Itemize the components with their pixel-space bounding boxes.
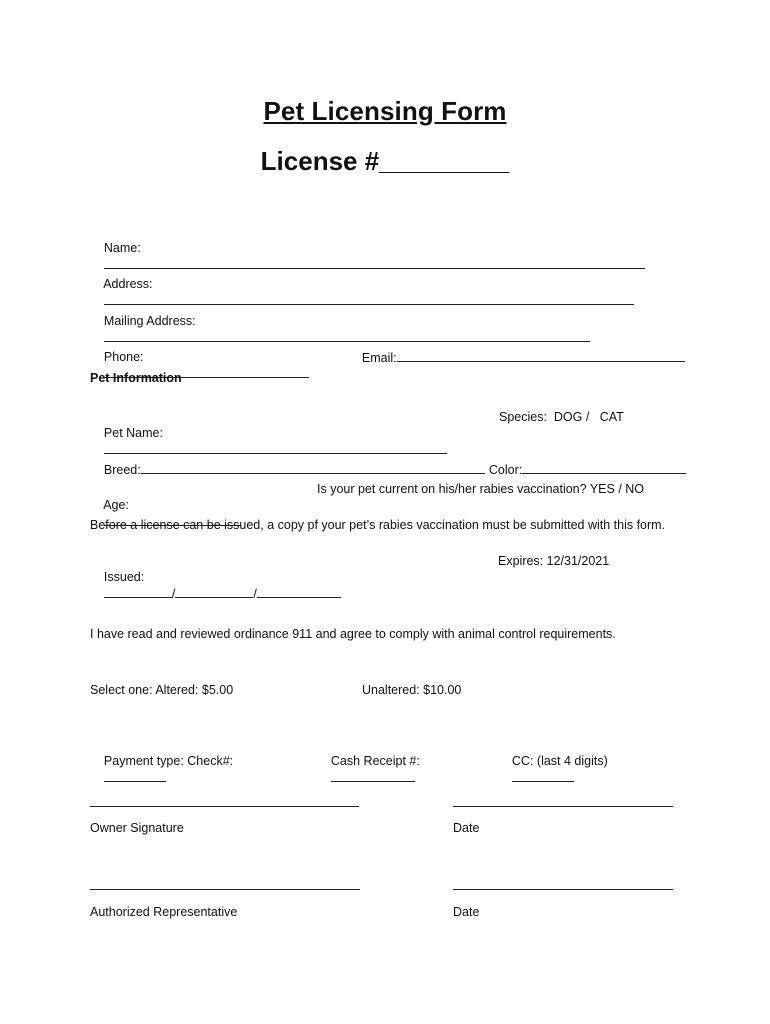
cash-receipt-label: Cash Receipt #: <box>330 754 420 768</box>
breed-label: Breed: <box>103 463 141 477</box>
owner-signature-label: Owner Signature <box>90 821 184 835</box>
pet-name-label: Pet Name: <box>103 426 163 440</box>
check-row <box>90 737 233 802</box>
email-row <box>348 333 685 382</box>
ordinance-agreement: I have read and reviewed ordinance 911 and agree to comply with animal control requirements. <box>90 627 616 641</box>
pet-information-heading: Pet Information <box>90 371 182 385</box>
mailing-address-label: Mailing Address: <box>103 314 196 328</box>
issued-row <box>90 553 341 618</box>
representative-date-label: Date <box>453 905 480 919</box>
issued-year-field[interactable] <box>257 585 341 598</box>
name-label: Name: <box>103 241 141 255</box>
phone-email-row <box>90 333 309 398</box>
check-number-field[interactable] <box>104 769 166 782</box>
color-field[interactable] <box>522 461 686 474</box>
form-title: Pet Licensing Form <box>263 96 507 126</box>
email-label: Email: <box>361 351 397 365</box>
cc-last4-field[interactable] <box>512 769 574 782</box>
issued-day-field[interactable] <box>175 585 253 598</box>
species-options[interactable]: Species: DOG / CAT <box>499 410 624 424</box>
vaccination-notice: Before a license can be issued, a copy pf your pet’s rabies vaccination must be submitted with this form. <box>90 518 666 532</box>
license-number-field[interactable]: License #_________ <box>260 146 510 176</box>
issued-separator: / <box>253 587 257 601</box>
owner-date-label: Date <box>453 821 480 835</box>
color-label: Color: <box>488 463 523 477</box>
issued-separator: / <box>171 587 176 601</box>
age-row <box>90 481 241 546</box>
representative-signature-line[interactable] <box>90 889 360 890</box>
check-label: Payment type: Check#: <box>103 754 234 768</box>
issued-label: Issued: <box>103 570 145 584</box>
credit-card-row <box>498 737 608 802</box>
cash-receipt-row <box>317 737 420 802</box>
altered-fee-option[interactable]: Select one: Altered: $5.00 <box>90 683 234 697</box>
email-field[interactable] <box>397 349 685 362</box>
unaltered-fee-option[interactable]: Unaltered: $10.00 <box>362 683 462 697</box>
rabies-question[interactable]: Is your pet current on his/her rabies vaccination? YES / NO <box>317 482 645 496</box>
cash-receipt-field[interactable] <box>331 769 415 782</box>
owner-date-line[interactable] <box>453 806 673 807</box>
address-label: Address: <box>103 277 153 291</box>
phone-label: Phone: <box>103 350 144 364</box>
representative-signature-label: Authorized Representative <box>90 905 238 919</box>
age-label: Age: <box>103 498 129 512</box>
cc-label: CC: (last 4 digits) <box>511 754 608 768</box>
expires-date: Expires: 12/31/2021 <box>498 554 610 568</box>
owner-signature-line[interactable] <box>90 806 359 807</box>
issued-month-field[interactable] <box>104 585 172 598</box>
breed-field[interactable] <box>141 461 485 474</box>
representative-date-line[interactable] <box>453 889 673 890</box>
